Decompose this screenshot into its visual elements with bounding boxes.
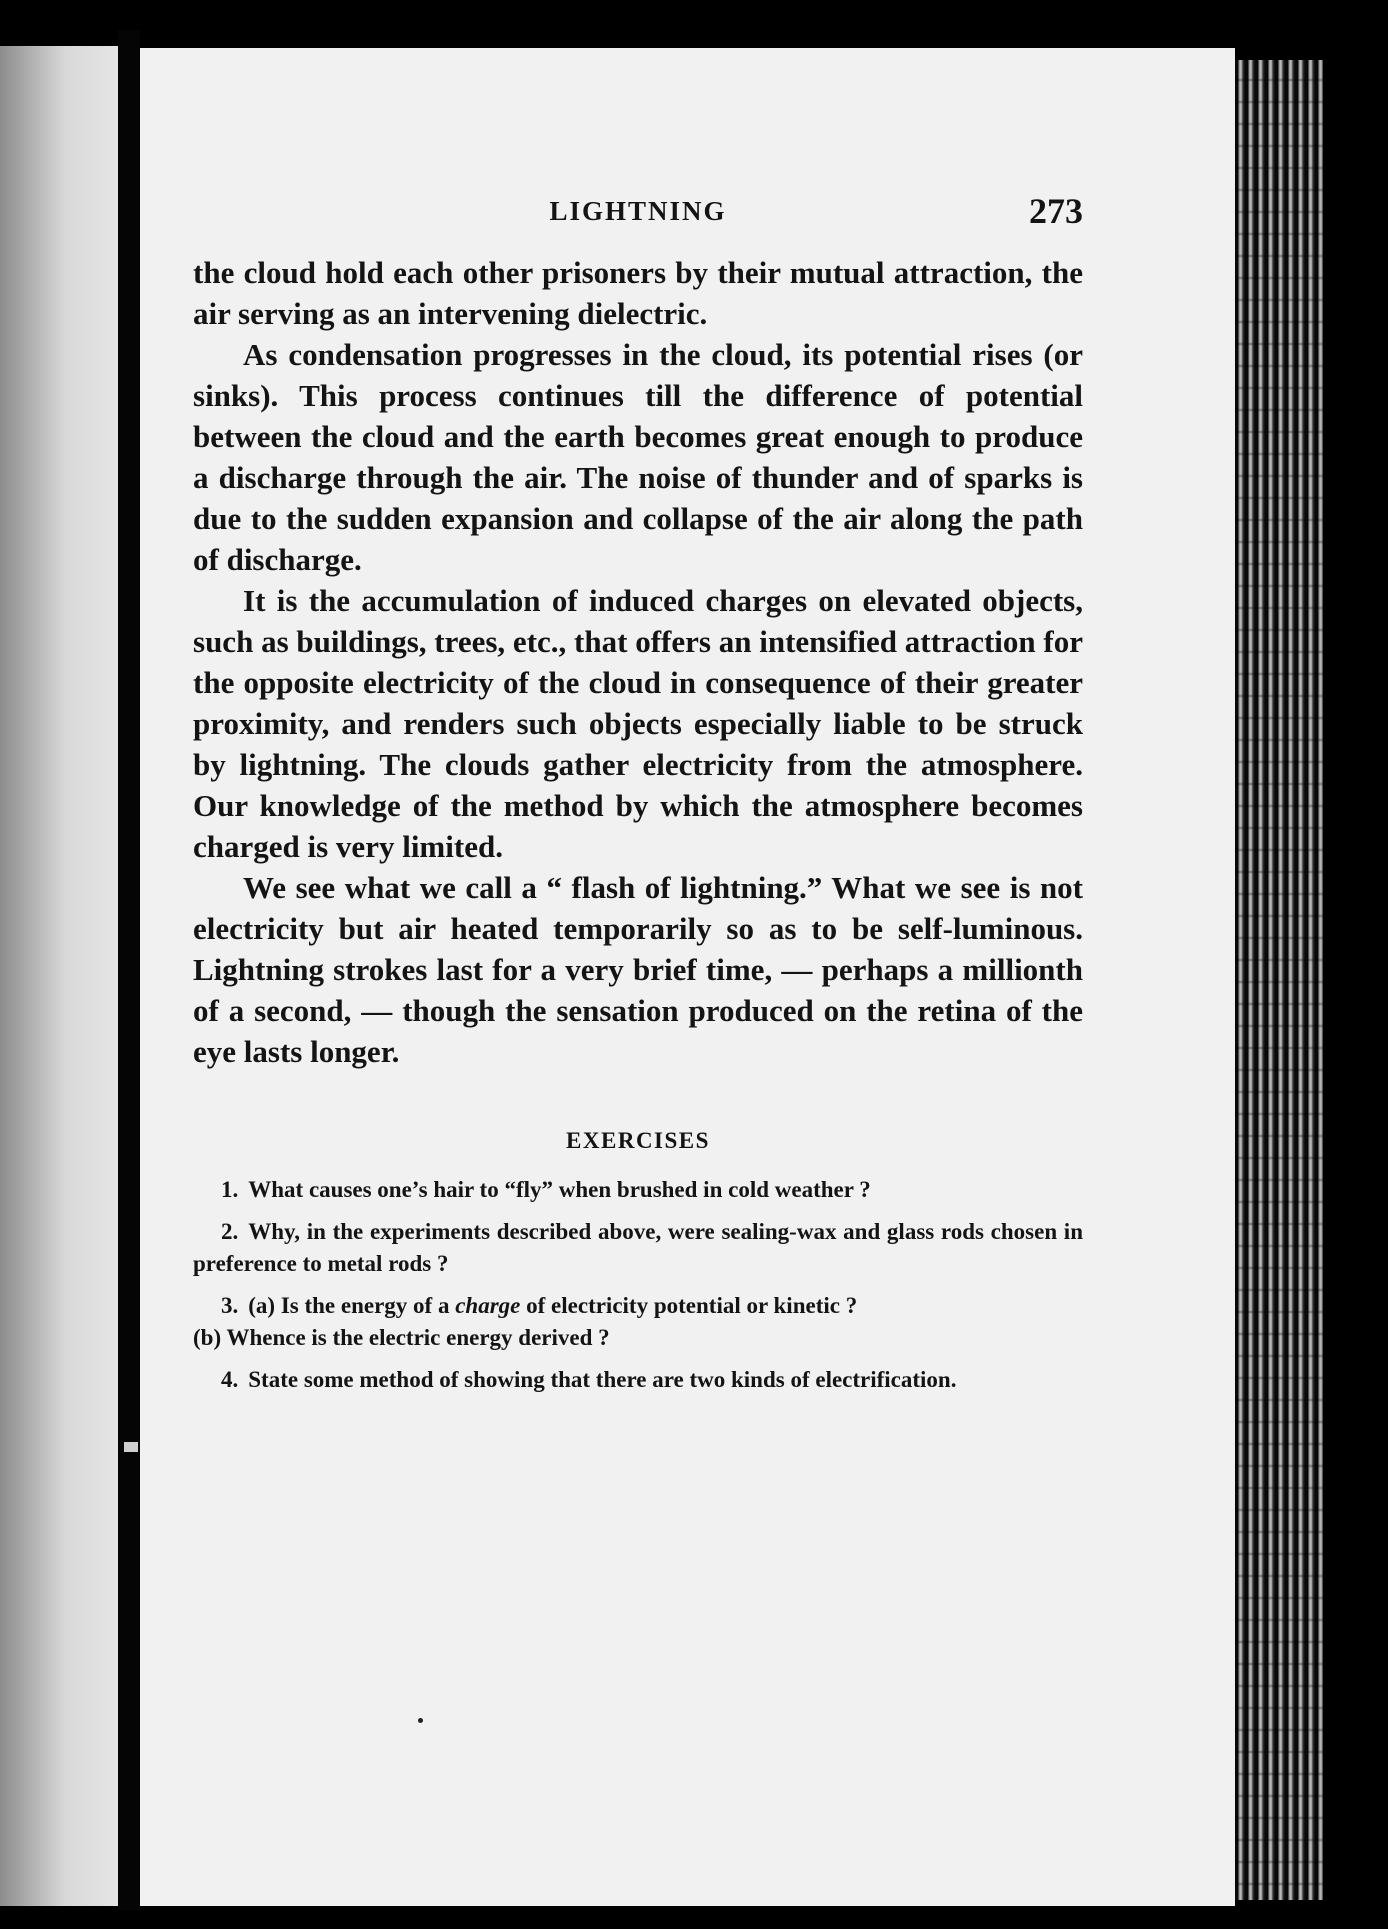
body-text [193,252,1083,1072]
exercise-text: Why, in the experiments described above, were sealing-wax and glass rods chosen in preference to metal rods ? [193,1219,1083,1276]
page-speck [418,1718,423,1723]
page-stack-edge [1235,60,1323,1900]
paragraph-flash: We see what we call a “ flash of lightning.” What we see is not electricity but air heated temporarily so as to be self-luminous. Lightning strokes last for a very brief time, — perhaps a millionth of a second, — though the sensation produced on the retina of the eye lasts longer. [193,870,1083,1069]
exercise-text-part-a-suffix: of electricity potential or kinetic ? [520,1293,858,1318]
exercise-item [193,1364,1083,1396]
exercise-number: 1. [221,1177,239,1202]
running-head: LIGHTNING [549,196,727,226]
page-content [193,190,1083,1406]
page-number: 273 [1029,191,1083,231]
exercise-number: 4. [221,1367,239,1392]
exercise-text-italic: charge [455,1293,521,1318]
exercise-text-part-a-prefix: (a) Is the energy of a [248,1293,456,1318]
paragraph-continuation: the cloud hold each other prisoners by their mutual attraction, the air serving as an intervening dielectric. [193,255,1083,331]
exercise-number: 3. [221,1293,239,1318]
facing-page-edge [0,46,118,1906]
exercise-text: State some method of showing that there are two kinds of electrification. [248,1367,957,1392]
paragraph-induced-charges: It is the accumulation of induced charges on elevated objects, such as buildings, trees, etc., that offers an intensified attraction for the opposite electricity of the cloud in consequence of their greater proximity, and renders such objects especially liable to be struck by lightning. The clouds gather electricity from the atmosphere. Our knowledge of the method by which the atmosphere becomes charged is very limited. [193,583,1083,864]
book-gutter [118,30,140,1910]
paragraph-condensation: As condensation progresses in the cloud, its potential rises (or sinks). This process continues till the difference of potential between the cloud and the earth becomes great enough to produce a discharge through the air. The noise of thunder and of sparks is due to the sudden expansion and collapse of the air along the path of discharge. [193,337,1083,577]
scan-mark [124,1442,138,1452]
exercises-title: EXERCISES [566,1128,710,1153]
exercise-text: What causes one’s hair to “fly” when brushed in cold weather ? [248,1177,871,1202]
page-header [193,190,1083,252]
exercise-item [193,1174,1083,1206]
exercise-text-part-b: (b) Whence is the electric energy derived ? [193,1325,610,1350]
exercise-item [193,1216,1083,1280]
exercise-number: 2. [221,1219,239,1244]
exercise-item [193,1290,1083,1354]
